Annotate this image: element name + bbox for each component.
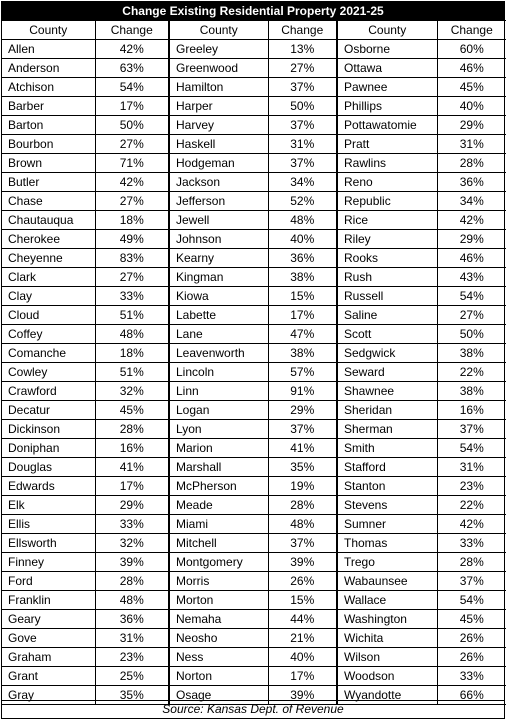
header-county: County [2, 21, 95, 40]
county-name: Washington [337, 610, 437, 629]
table-row [2, 59, 506, 78]
county-name: Kingman [169, 268, 268, 287]
change-value: 41% [95, 458, 169, 477]
county-name: Cheyenne [2, 249, 95, 268]
county-name: Crawford [2, 382, 95, 401]
change-value: 37% [268, 420, 337, 439]
county-name: Geary [2, 610, 95, 629]
county-name: Wilson [337, 648, 437, 667]
change-value: 26% [437, 629, 506, 648]
change-value: 35% [268, 458, 337, 477]
change-value: 54% [437, 287, 506, 306]
change-value: 23% [437, 477, 506, 496]
county-name: Jewell [169, 211, 268, 230]
change-value: 31% [268, 135, 337, 154]
change-value: 17% [95, 477, 169, 496]
table-row [2, 173, 506, 192]
header-county: County [169, 21, 268, 40]
change-value: 51% [95, 306, 169, 325]
change-value: 23% [95, 648, 169, 667]
table-row [2, 420, 506, 439]
county-name: Dickinson [2, 420, 95, 439]
change-value: 38% [437, 344, 506, 363]
change-value: 28% [437, 154, 506, 173]
county-name: Clark [2, 268, 95, 287]
change-value: 27% [95, 268, 169, 287]
county-name: Pratt [337, 135, 437, 154]
header-change: Change [95, 21, 169, 40]
county-name: Phillips [337, 97, 437, 116]
county-name: Cloud [2, 306, 95, 325]
county-name: Greeley [169, 40, 268, 59]
change-value: 48% [95, 591, 169, 610]
change-value: 29% [437, 230, 506, 249]
county-name: Comanche [2, 344, 95, 363]
change-value: 28% [95, 572, 169, 591]
change-value: 36% [95, 610, 169, 629]
county-name: Chase [2, 192, 95, 211]
table-row [2, 40, 506, 59]
county-name: Franklin [2, 591, 95, 610]
table-row [2, 667, 506, 686]
change-value: 41% [268, 439, 337, 458]
change-value: 39% [268, 553, 337, 572]
change-value: 27% [437, 306, 506, 325]
change-value: 48% [95, 325, 169, 344]
change-value: 37% [437, 572, 506, 591]
county-name: Stafford [337, 458, 437, 477]
change-value: 35% [95, 686, 169, 705]
change-value: 48% [268, 211, 337, 230]
change-value: 17% [268, 667, 337, 686]
change-value: 40% [268, 230, 337, 249]
county-name: Riley [337, 230, 437, 249]
table-row [2, 382, 506, 401]
county-name: Chautauqua [2, 211, 95, 230]
county-name: Sheridan [337, 401, 437, 420]
change-value: 37% [268, 78, 337, 97]
table-row [2, 648, 506, 667]
county-name: Greenwood [169, 59, 268, 78]
change-value: 39% [95, 553, 169, 572]
county-name: Jefferson [169, 192, 268, 211]
table-row [2, 135, 506, 154]
header-row [2, 21, 506, 40]
county-name: Russell [337, 287, 437, 306]
change-value: 39% [268, 686, 337, 705]
change-value: 21% [268, 629, 337, 648]
change-value: 13% [268, 40, 337, 59]
change-value: 54% [437, 439, 506, 458]
change-value: 28% [437, 553, 506, 572]
county-name: Allen [2, 40, 95, 59]
county-name: Haskell [169, 135, 268, 154]
table-row [2, 629, 506, 648]
county-name: Saline [337, 306, 437, 325]
change-value: 38% [268, 268, 337, 287]
table-row [2, 363, 506, 382]
county-name: Lincoln [169, 363, 268, 382]
change-value: 42% [437, 515, 506, 534]
county-name: Hamilton [169, 78, 268, 97]
change-value: 26% [268, 572, 337, 591]
header-county: County [337, 21, 437, 40]
county-name: Ness [169, 648, 268, 667]
change-value: 31% [437, 135, 506, 154]
change-value: 33% [95, 515, 169, 534]
change-value: 37% [268, 154, 337, 173]
table-row [2, 116, 506, 135]
table-row [2, 610, 506, 629]
table-row [2, 572, 506, 591]
change-value: 45% [437, 610, 506, 629]
change-value: 54% [95, 78, 169, 97]
change-value: 33% [95, 287, 169, 306]
county-name: Rooks [337, 249, 437, 268]
change-value: 26% [437, 648, 506, 667]
county-name: Cherokee [2, 230, 95, 249]
change-value: 29% [268, 401, 337, 420]
change-value: 91% [268, 382, 337, 401]
change-value: 46% [437, 59, 506, 78]
change-value: 18% [95, 344, 169, 363]
table-row [2, 553, 506, 572]
change-value: 37% [437, 420, 506, 439]
change-value: 54% [437, 591, 506, 610]
change-value: 33% [437, 667, 506, 686]
change-value: 38% [437, 382, 506, 401]
table-row [2, 496, 506, 515]
county-name: Johnson [169, 230, 268, 249]
county-name: Osborne [337, 40, 437, 59]
change-value: 27% [95, 135, 169, 154]
county-name: Labette [169, 306, 268, 325]
change-value: 16% [437, 401, 506, 420]
change-value: 32% [95, 382, 169, 401]
change-value: 44% [268, 610, 337, 629]
county-name: Grant [2, 667, 95, 686]
change-value: 40% [268, 648, 337, 667]
change-value: 42% [437, 211, 506, 230]
county-name: Douglas [2, 458, 95, 477]
header-change: Change [437, 21, 506, 40]
table-row [2, 534, 506, 553]
county-name: Gray [2, 686, 95, 705]
county-name: Marshall [169, 458, 268, 477]
county-name: Lyon [169, 420, 268, 439]
county-name: Clay [2, 287, 95, 306]
change-value: 22% [437, 363, 506, 382]
table-row [2, 97, 506, 116]
county-name: Bourbon [2, 135, 95, 154]
change-value: 50% [95, 116, 169, 135]
change-value: 36% [437, 173, 506, 192]
county-name: Harvey [169, 116, 268, 135]
change-value: 17% [95, 97, 169, 116]
county-name: Pawnee [337, 78, 437, 97]
county-name: Ellis [2, 515, 95, 534]
county-name: Ford [2, 572, 95, 591]
county-name: Montgomery [169, 553, 268, 572]
county-name: Kearny [169, 249, 268, 268]
county-name: Shawnee [337, 382, 437, 401]
county-name: Marion [169, 439, 268, 458]
county-name: Rawlins [337, 154, 437, 173]
county-name: Norton [169, 667, 268, 686]
table-row [2, 78, 506, 97]
county-name: Nemaha [169, 610, 268, 629]
table-row [2, 401, 506, 420]
county-name: Harper [169, 97, 268, 116]
county-name: Wabaunsee [337, 572, 437, 591]
county-name: Wyandotte [337, 686, 437, 705]
change-value: 29% [95, 496, 169, 515]
property-change-table-document [1, 1, 505, 719]
table-row [2, 439, 506, 458]
change-value: 45% [437, 78, 506, 97]
change-value: 42% [95, 40, 169, 59]
county-name: Neosho [169, 629, 268, 648]
county-name: Morris [169, 572, 268, 591]
change-value: 49% [95, 230, 169, 249]
table-row [2, 287, 506, 306]
change-value: 63% [95, 59, 169, 78]
county-name: Coffey [2, 325, 95, 344]
county-name: Scott [337, 325, 437, 344]
change-value: 45% [95, 401, 169, 420]
table-row [2, 515, 506, 534]
county-name: Smith [337, 439, 437, 458]
county-name: Osage [169, 686, 268, 705]
county-name: Pottawatomie [337, 116, 437, 135]
county-name: Elk [2, 496, 95, 515]
change-value: 38% [268, 344, 337, 363]
change-value: 52% [268, 192, 337, 211]
table-row [2, 306, 506, 325]
change-value: 34% [268, 173, 337, 192]
county-name: Wallace [337, 591, 437, 610]
county-name: McPherson [169, 477, 268, 496]
county-name: Sherman [337, 420, 437, 439]
county-name: Jackson [169, 173, 268, 192]
change-value: 40% [437, 97, 506, 116]
county-name: Ottawa [337, 59, 437, 78]
county-name: Rush [337, 268, 437, 287]
county-name: Ellsworth [2, 534, 95, 553]
change-value: 17% [268, 306, 337, 325]
change-value: 83% [95, 249, 169, 268]
county-name: Stevens [337, 496, 437, 515]
county-name: Trego [337, 553, 437, 572]
change-value: 32% [95, 534, 169, 553]
county-name: Mitchell [169, 534, 268, 553]
county-name: Sedgwick [337, 344, 437, 363]
county-name: Thomas [337, 534, 437, 553]
change-value: 22% [437, 496, 506, 515]
county-name: Stanton [337, 477, 437, 496]
table-row [2, 230, 506, 249]
county-name: Cowley [2, 363, 95, 382]
county-name: Anderson [2, 59, 95, 78]
county-name: Butler [2, 173, 95, 192]
county-name: Seward [337, 363, 437, 382]
table-row [2, 268, 506, 287]
table-title: Change Existing Residential Property 2021-25 [2, 2, 504, 20]
county-name: Linn [169, 382, 268, 401]
change-value: 57% [268, 363, 337, 382]
county-change-table [2, 20, 506, 705]
county-name: Finney [2, 553, 95, 572]
county-name: Wichita [337, 629, 437, 648]
table-row [2, 211, 506, 230]
table-row [2, 591, 506, 610]
table-body [2, 40, 506, 705]
change-value: 27% [95, 192, 169, 211]
change-value: 36% [268, 249, 337, 268]
change-value: 66% [437, 686, 506, 705]
change-value: 50% [437, 325, 506, 344]
table-row [2, 458, 506, 477]
county-name: Hodgeman [169, 154, 268, 173]
change-value: 31% [437, 458, 506, 477]
change-value: 33% [437, 534, 506, 553]
change-value: 27% [268, 59, 337, 78]
change-value: 15% [268, 287, 337, 306]
table-row [2, 154, 506, 173]
table-row [2, 325, 506, 344]
change-value: 18% [95, 211, 169, 230]
county-name: Decatur [2, 401, 95, 420]
county-name: Leavenworth [169, 344, 268, 363]
change-value: 29% [437, 116, 506, 135]
source-note: Source: Kansas Dept. of Revenue [2, 700, 504, 718]
change-value: 31% [95, 629, 169, 648]
change-value: 28% [268, 496, 337, 515]
change-value: 28% [95, 420, 169, 439]
change-value: 15% [268, 591, 337, 610]
change-value: 51% [95, 363, 169, 382]
county-name: Rice [337, 211, 437, 230]
change-value: 16% [95, 439, 169, 458]
table-row [2, 344, 506, 363]
change-value: 34% [437, 192, 506, 211]
change-value: 46% [437, 249, 506, 268]
header-change: Change [268, 21, 337, 40]
county-name: Morton [169, 591, 268, 610]
county-name: Kiowa [169, 287, 268, 306]
change-value: 42% [95, 173, 169, 192]
county-name: Lane [169, 325, 268, 344]
table-row [2, 477, 506, 496]
county-name: Miami [169, 515, 268, 534]
county-name: Edwards [2, 477, 95, 496]
change-value: 37% [268, 534, 337, 553]
change-value: 25% [95, 667, 169, 686]
table-row [2, 192, 506, 211]
county-name: Barber [2, 97, 95, 116]
change-value: 19% [268, 477, 337, 496]
county-name: Republic [337, 192, 437, 211]
county-name: Meade [169, 496, 268, 515]
county-name: Logan [169, 401, 268, 420]
change-value: 43% [437, 268, 506, 287]
county-name: Brown [2, 154, 95, 173]
county-name: Atchison [2, 78, 95, 97]
change-value: 47% [268, 325, 337, 344]
county-name: Gove [2, 629, 95, 648]
county-name: Reno [337, 173, 437, 192]
change-value: 71% [95, 154, 169, 173]
change-value: 50% [268, 97, 337, 116]
change-value: 60% [437, 40, 506, 59]
county-name: Woodson [337, 667, 437, 686]
county-name: Barton [2, 116, 95, 135]
change-value: 37% [268, 116, 337, 135]
change-value: 48% [268, 515, 337, 534]
county-name: Graham [2, 648, 95, 667]
table-row [2, 249, 506, 268]
county-name: Sumner [337, 515, 437, 534]
county-name: Doniphan [2, 439, 95, 458]
